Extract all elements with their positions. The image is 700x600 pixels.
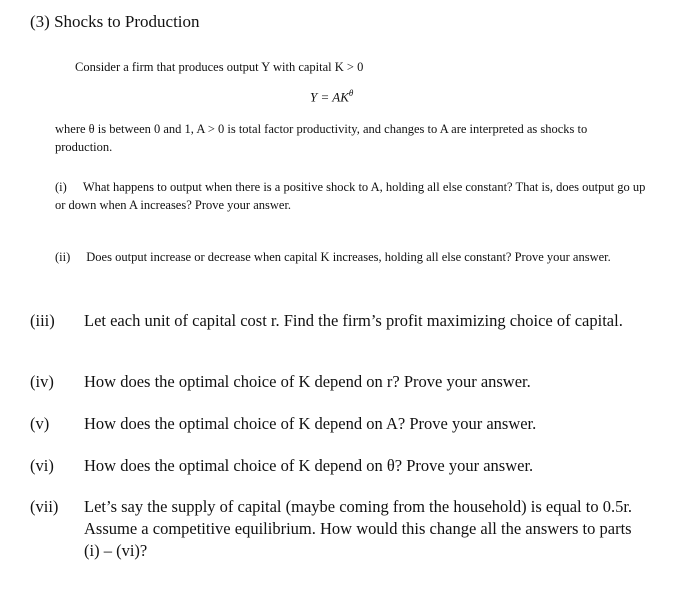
question-text: Does output increase or decrease when capital K increases, holding all else constant? Prove your answer. [86,250,611,264]
question-text: Let each unit of capital cost r. Find the firm’s profit maximizing choice of capital. [84,311,623,330]
question-label: (iii) [30,311,55,330]
question-label: (vi) [30,456,54,475]
intro-text: Consider a firm that produces output Y with capital K > 0 [75,60,364,74]
section-title: (3) Shocks to Production [30,12,200,31]
question-label: (v) [30,414,50,433]
question-label: (ii) [55,250,71,264]
question-text: Let’s say the supply of capital (maybe coming from the household) is equal to 0.5r. Assume a competitive equilibrium. How would this change all the answers to parts (i) – (vi)? [84,497,633,560]
question-text: How does the optimal choice of K depend on A? Prove your answer. [84,414,537,433]
question-label: (vii) [30,497,59,516]
where-text: where θ is between 0 and 1, A > 0 is total factor productivity, and changes to A are interpreted as shocks to production. [55,122,588,154]
question-label: (i) [55,180,67,194]
equation-base: Y = AK [310,89,349,105]
equation-exponent: θ [348,88,354,98]
question-label: (iv) [30,372,54,391]
production-equation [310,88,353,105]
question-text: How does the optimal choice of K depend on θ? Prove your answer. [84,456,534,475]
question-i [55,178,655,214]
question-text: How does the optimal choice of K depend on r? Prove your answer. [84,372,531,391]
question-text: What happens to output when there is a positive shock to A, holding all else constant? That is, does output go up or down when A increases? Prove your answer. [55,180,646,212]
question-ii [55,248,655,266]
